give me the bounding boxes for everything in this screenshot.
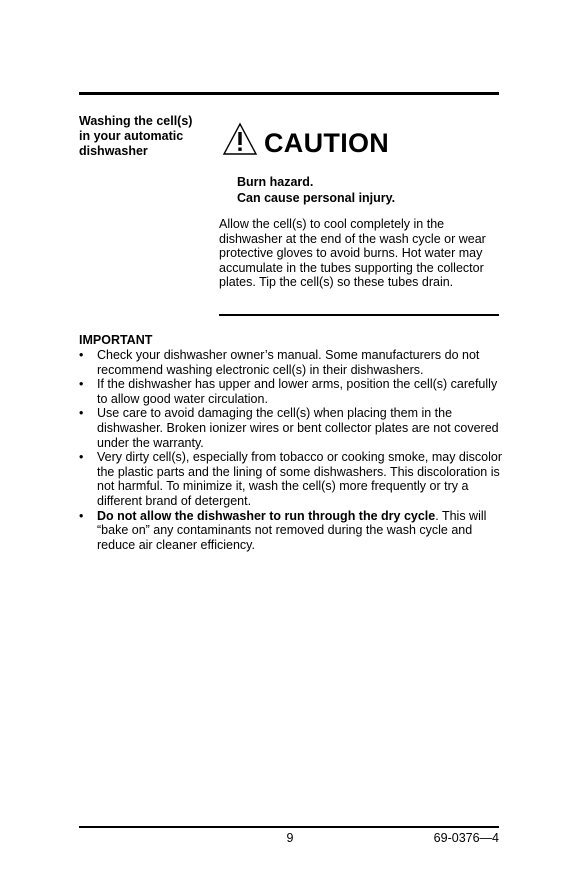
list-item — [79, 509, 504, 553]
hazard-title: Burn hazard. — [237, 175, 314, 189]
page-number: 9 — [286, 831, 294, 845]
section-heading: Washing the cell(s) in your automatic dishwasher — [79, 114, 193, 158]
bullet: • — [79, 348, 84, 362]
list-item-text: . This will “bake on” any contaminants not removed during the wash cycle and reduce air cleaner efficiency. — [97, 508, 487, 552]
bullet: • — [79, 377, 84, 392]
list-item — [79, 377, 504, 406]
list-item-bold-text: Do not allow the dishwasher to run through the dry cycle — [97, 508, 436, 523]
list-item — [79, 406, 504, 450]
top-rule — [79, 92, 499, 95]
caution-header — [222, 120, 389, 158]
list-item — [79, 348, 504, 377]
list-item-text: Check your dishwasher owner’s manual. Some manufacturers do not recommend washing electronic cell(s) in their dishwashers. — [97, 348, 480, 377]
caution-body-text: Allow the cell(s) to cool completely in the dishwasher at the end of the wash cycle or wear protective gloves to avoid burns. Hot water may accumulate in the tubes supporting the collector plates. Tip the cell(s) so these tubes drain. — [219, 217, 486, 290]
hazard-consequence: Can cause personal injury. — [237, 191, 396, 205]
document-number: 69-0376—4 — [433, 831, 499, 845]
list-item — [79, 450, 504, 508]
warning-triangle-icon — [222, 122, 258, 156]
caution-bottom-rule — [219, 314, 499, 316]
caution-word: CAUTION — [264, 128, 390, 158]
list-item-text: If the dishwasher has upper and lower arms, position the cell(s) carefully to allow good water circulation. — [97, 377, 498, 406]
hazard-statement — [237, 174, 395, 206]
bullet: • — [79, 406, 84, 421]
bullet: • — [79, 450, 84, 465]
important-list — [79, 348, 504, 552]
list-item-text: Use care to avoid damaging the cell(s) when placing them in the dishwasher. Broken ionizer wires or bent collector plates are not covered under the warranty. — [97, 406, 499, 450]
important-heading: IMPORTANT — [79, 333, 153, 347]
bullet: • — [79, 508, 84, 523]
list-item-text: Very dirty cell(s), especially from tobacco or cooking smoke, may discolor the plastic parts and the lining of some dishwashers. This discoloration is not harmful. To minimize it, wash the cell(s) more frequently or try a different brand of detergent. — [97, 450, 503, 508]
footer-rule — [79, 826, 499, 828]
